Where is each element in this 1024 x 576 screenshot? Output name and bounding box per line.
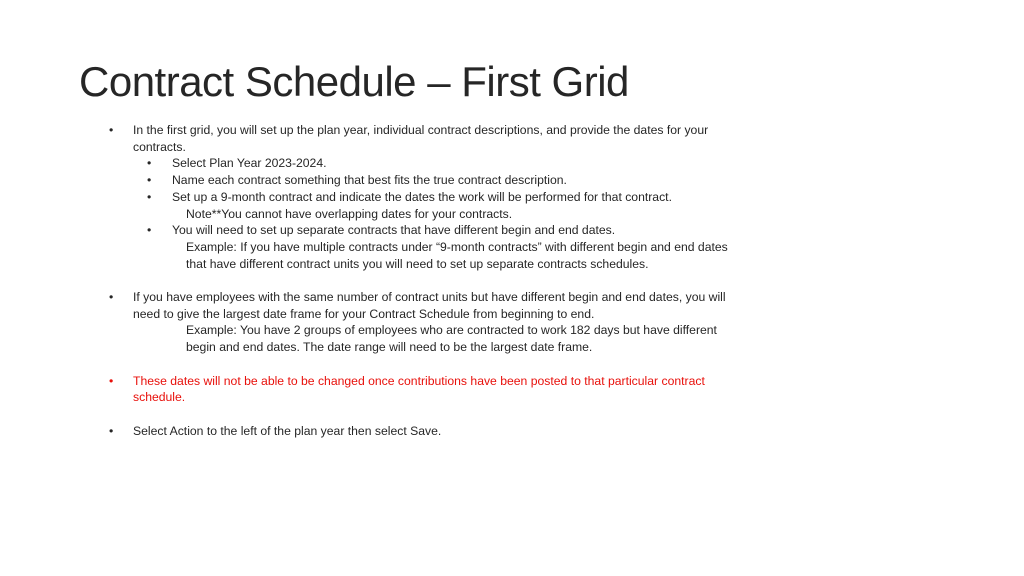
spacer [0,406,1024,423]
page-title: Contract Schedule – First Grid [79,58,629,105]
sub-bullet-name-contract: • Name each contract something that best fits the true contract description. [172,172,742,189]
spacer [0,272,1024,289]
bullet-select-action: • Select Action to the left of the plan year then select Save. [133,423,748,440]
sub-bullet-nine-month: • Set up a 9-month contract and indicate the dates the work will be performed for that contract. [172,189,742,206]
spacer [0,356,1024,373]
slide-content [0,122,1024,439]
note-example-multiple-contracts: Example: If you have multiple contracts under “9-month contracts” with different begin and end dates that have different contract units you will need to set up separate contracts schedules. [186,239,728,271]
bullet-warning-dates: • These dates will not be able to be changed once contributions have been posted to that particular contract schedule. [133,373,748,406]
bullet-first-grid: • In the first grid, you will set up the plan year, individual contract descriptions, and provide the dates for your contracts. [133,122,748,155]
note-overlapping-dates: Note**You cannot have overlapping dates for your contracts. [186,206,513,221]
sub-bullet-separate-contracts: • You will need to set up separate contracts that have different begin and end dates. [172,222,742,239]
note-example-groups: Example: You have 2 groups of employees who are contracted to work 182 days but have different begin and end dates. The date range will need to be the largest date frame. [186,323,717,355]
bullet-same-contract-units: • If you have employees with the same number of contract units but have different begin and end dates, you will need to give the largest date frame for your Contract Schedule from beginning to end. [133,289,748,322]
sub-bullet-plan-year: • Select Plan Year 2023-2024. [172,155,742,172]
